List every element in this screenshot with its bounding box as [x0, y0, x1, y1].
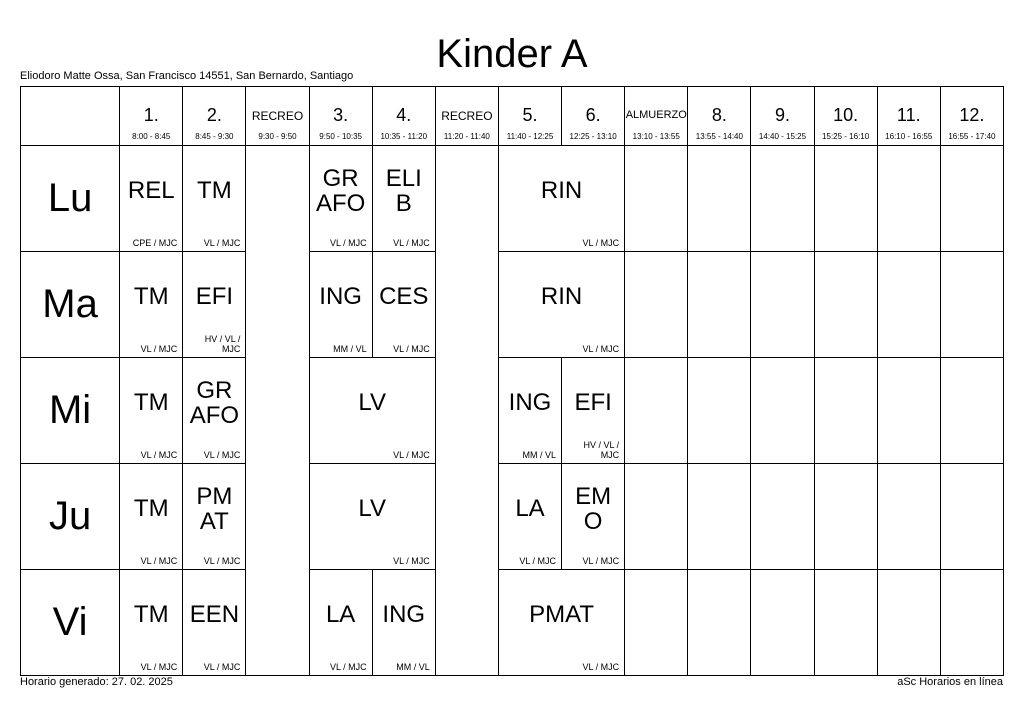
- subject: CES: [379, 283, 429, 310]
- teachers: VL / MJC: [582, 556, 620, 566]
- teachers: VL / MJC: [582, 238, 620, 248]
- lesson-cell[interactable]: [309, 146, 372, 252]
- lesson-cell[interactable]: [372, 570, 435, 676]
- lesson-cell[interactable]: [498, 146, 624, 252]
- period-header: [940, 87, 1003, 146]
- timetable-grid: [20, 86, 1004, 676]
- day-label-cell: [21, 464, 120, 570]
- empty-cell: [751, 252, 814, 358]
- lesson-cell[interactable]: [309, 358, 435, 464]
- empty-cell: [940, 252, 1003, 358]
- timetable-title: Kinder A: [436, 32, 588, 76]
- teachers: VL / MJC: [393, 344, 430, 354]
- period-time: 9:50 - 10:35: [319, 132, 362, 141]
- period-number: 6.: [585, 105, 601, 125]
- period-time: 8:00 - 8:45: [132, 132, 171, 141]
- teachers: VL / MJC: [330, 662, 367, 672]
- lesson-cell[interactable]: [183, 570, 246, 676]
- subject: EEN: [189, 601, 240, 628]
- period-number: 9.: [774, 105, 790, 125]
- period-time: 16:55 - 17:40: [948, 132, 996, 141]
- empty-cell: [751, 570, 814, 676]
- empty-cell: [751, 358, 814, 464]
- period-time: 16:10 - 16:55: [885, 132, 933, 141]
- subject: LA: [515, 495, 545, 522]
- lunch-name: ALMUERZO: [625, 109, 687, 121]
- teachers: VL / MJC: [393, 450, 430, 460]
- subject: TM: [133, 283, 169, 310]
- lesson-cell[interactable]: [120, 570, 183, 676]
- empty-cell: [688, 146, 751, 252]
- teachers: VL / MJC: [140, 556, 178, 566]
- period-number: 12.: [959, 105, 985, 125]
- lunch-header: [625, 87, 688, 146]
- lesson-cell[interactable]: [183, 358, 246, 464]
- teachers: VL / MJC: [330, 238, 367, 248]
- period-number: 1.: [143, 105, 159, 125]
- lesson-cell[interactable]: [120, 146, 183, 252]
- period-time: 13:10 - 13:55: [632, 132, 680, 141]
- empty-cell: [814, 146, 877, 252]
- day-row-ju: [21, 464, 1004, 570]
- school-address: Eliodoro Matte Ossa, San Francisco 14551, San Bernardo, Santiago: [20, 70, 354, 82]
- teachers: HV / VL / MJC: [583, 440, 620, 460]
- subject: TM: [133, 389, 169, 416]
- empty-cell: [688, 358, 751, 464]
- empty-cell: [688, 570, 751, 676]
- day-name: Vi: [52, 600, 88, 644]
- period-time: 8:45 - 9:30: [195, 132, 234, 141]
- teachers: VL / MJC: [203, 662, 241, 672]
- empty-cell: [625, 252, 688, 358]
- subject: LV: [358, 389, 386, 416]
- brand-credit: aSc Horarios en línea: [897, 676, 1003, 688]
- lesson-cell[interactable]: [498, 252, 624, 358]
- lesson-cell[interactable]: [309, 570, 372, 676]
- teachers: VL / MJC: [140, 450, 178, 460]
- period-time: 12:25 - 13:10: [569, 132, 617, 141]
- empty-cell: [814, 358, 877, 464]
- day-name: Ma: [42, 282, 98, 326]
- day-name: Ju: [48, 494, 92, 538]
- period-time: 9:30 - 9:50: [258, 132, 297, 141]
- empty-cell: [940, 146, 1003, 252]
- period-header: [877, 87, 940, 146]
- day-name: Mi: [48, 388, 92, 432]
- day-name: Lu: [47, 176, 93, 220]
- break-name: RECREO: [441, 109, 493, 123]
- empty-cell: [940, 570, 1003, 676]
- teachers: VL / MJC: [140, 662, 178, 672]
- empty-cell: [877, 358, 940, 464]
- teachers: MM / VL: [522, 450, 557, 460]
- subject: ING: [382, 601, 426, 628]
- period-header: [751, 87, 814, 146]
- subject: ELI B: [385, 164, 422, 217]
- teachers: MM / VL: [333, 344, 367, 354]
- lesson-cell[interactable]: [372, 252, 435, 358]
- subject: RIN: [540, 177, 583, 204]
- lesson-cell[interactable]: [562, 464, 625, 570]
- teachers: VL / MJC: [519, 556, 557, 566]
- lesson-cell[interactable]: [120, 252, 183, 358]
- period-time: 11:40 - 12:25: [506, 132, 554, 141]
- day-label-cell: [21, 146, 120, 252]
- day-row-vi: [21, 570, 1004, 676]
- period-number: 3.: [333, 105, 349, 125]
- subject: RIN: [540, 283, 583, 310]
- empty-cell: [625, 146, 688, 252]
- empty-cell: [877, 464, 940, 570]
- empty-cell: [814, 570, 877, 676]
- lesson-cell[interactable]: [498, 464, 561, 570]
- period-number: 8.: [711, 105, 727, 125]
- period-header: [309, 87, 372, 146]
- subject: GR AFO: [189, 376, 240, 429]
- teachers: HV / VL / MJC: [204, 334, 241, 354]
- break-column: [246, 146, 309, 676]
- subject: PM AT: [196, 482, 233, 535]
- period-time: 15:25 - 16:10: [822, 132, 870, 141]
- teachers: VL / MJC: [582, 344, 620, 354]
- empty-cell: [877, 570, 940, 676]
- empty-cell: [814, 464, 877, 570]
- period-header: [372, 87, 435, 146]
- subject: EFI: [574, 389, 612, 416]
- break-header: [435, 87, 498, 146]
- lesson-cell[interactable]: [372, 146, 435, 252]
- subject: REL: [127, 177, 175, 204]
- subject: PMAT: [529, 601, 594, 628]
- empty-cell: [688, 252, 751, 358]
- teachers: MM / VL: [396, 662, 430, 672]
- lesson-cell[interactable]: [120, 358, 183, 464]
- period-number: 10.: [833, 105, 859, 125]
- empty-cell: [688, 464, 751, 570]
- period-number: 5.: [522, 105, 538, 125]
- period-header: [562, 87, 625, 146]
- period-header: [498, 87, 561, 146]
- teachers: VL / MJC: [582, 662, 620, 672]
- period-time: 11:20 - 11:40: [443, 132, 490, 141]
- empty-cell: [940, 358, 1003, 464]
- lesson-cell[interactable]: [309, 464, 435, 570]
- lesson-cell[interactable]: [309, 252, 372, 358]
- subject: LV: [358, 495, 386, 522]
- day-row-mi: [21, 358, 1004, 464]
- empty-cell: [625, 358, 688, 464]
- teachers: VL / MJC: [393, 238, 430, 248]
- period-time: 14:40 - 15:25: [758, 132, 807, 141]
- lesson-cell[interactable]: [183, 252, 246, 358]
- lesson-cell[interactable]: [498, 358, 561, 464]
- lesson-cell[interactable]: [183, 464, 246, 570]
- subject: ING: [319, 283, 362, 310]
- corner-cell: [21, 87, 120, 146]
- period-number: 11.: [896, 105, 921, 125]
- lesson-cell[interactable]: [562, 358, 625, 464]
- lesson-cell[interactable]: [183, 146, 246, 252]
- subject: ING: [508, 389, 552, 416]
- break-column: [435, 146, 498, 676]
- day-row-lu: [21, 146, 1004, 252]
- teachers: VL / MJC: [203, 238, 241, 248]
- period-number: 2.: [206, 105, 222, 125]
- lesson-cell[interactable]: [498, 570, 624, 676]
- empty-cell: [625, 570, 688, 676]
- period-header: [120, 87, 183, 146]
- day-label-cell: [21, 358, 120, 464]
- period-header: [688, 87, 751, 146]
- day-row-ma: [21, 252, 1004, 358]
- teachers: VL / MJC: [140, 344, 178, 354]
- empty-cell: [877, 252, 940, 358]
- lesson-cell[interactable]: [120, 464, 183, 570]
- empty-cell: [751, 464, 814, 570]
- day-label-cell: [21, 570, 120, 676]
- subject: TM: [133, 601, 169, 628]
- teachers: VL / MJC: [203, 450, 241, 460]
- empty-cell: [814, 252, 877, 358]
- subject: TM: [197, 177, 232, 204]
- period-number: 4.: [396, 105, 412, 125]
- teachers: CPE / MJC: [132, 238, 178, 248]
- subject: EFI: [195, 283, 234, 310]
- period-header-row: [21, 87, 1004, 146]
- teachers: VL / MJC: [393, 556, 430, 566]
- break-name: RECREO: [251, 109, 304, 123]
- empty-cell: [877, 146, 940, 252]
- day-label-cell: [21, 252, 120, 358]
- empty-cell: [625, 464, 688, 570]
- period-time: 10:35 - 11:20: [380, 132, 428, 141]
- period-header: [183, 87, 246, 146]
- empty-cell: [940, 464, 1003, 570]
- subject: GR AFO: [315, 164, 366, 217]
- period-header: [814, 87, 877, 146]
- empty-cell: [751, 146, 814, 252]
- teachers: VL / MJC: [203, 556, 241, 566]
- subject: LA: [325, 601, 356, 628]
- subject: TM: [133, 495, 169, 522]
- break-header: [246, 87, 309, 146]
- subject: EM O: [575, 482, 612, 535]
- period-time: 13:55 - 14:40: [695, 132, 743, 141]
- generated-date: Horario generado: 27. 02. 2025: [20, 676, 173, 688]
